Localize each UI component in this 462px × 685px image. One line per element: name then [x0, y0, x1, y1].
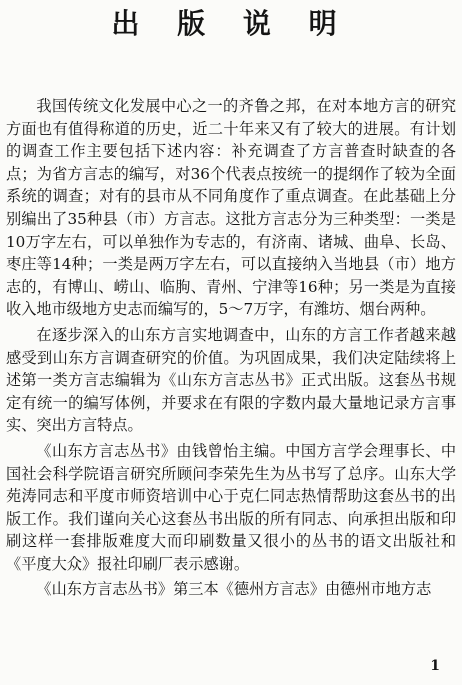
paragraph-intro: 我国传统文化发展中心之一的齐鲁之邦，在对本地方言的研究方面也有值得称道的历史，近二十年来又有了较大的进展。有计划的调查工作主要包括下述内容：补充调查了方言普查时缺查的各点；为省方言志的编写，对36个代表点按统一的提纲作了较为全面系统的调查；对有的县市从不同角度作了重点调查。在此基础上分别编出了35种县（市）方言志。这批方言志分为三种类型：一类是10万字左右，可以单独作为专志的，有济南、诸城、曲阜、长岛、枣庄等14种；一类是两万字左右，可以直接纳入当地县（市）地方志的，有博山、崂山、临朐、青州、宁津等16种；另一类是为直接收入地市级地方史志而编写的，5～7万字，有潍坊、烟台两种。 — [6, 97, 456, 319]
paragraph-acknowledgements: 《山东方言志丛书》由钱曾怡主编。中国方言学会理事长、中国社会科学院语言研究所顾问李荣先生为丛书写了总序。山东大学苑涛同志和平度市师资培训中心于克仁同志热情帮助这套丛书的出版工作。我们谨向关心这套丛书出版的所有同志、向承担出版和印刷这样一套排版难度大而印刷数量又很小的丛书的语文出版社和《平度大众》报社印刷厂表示感谢。 — [6, 441, 456, 573]
paragraph-series-decision: 在逐步深入的山东方言实地调查中，山东的方言工作者越来越感受到山东方言调查研究的价值。为巩固成果，我们决定陆续将上述第一类方言志编辑为《山东方言志丛书》正式出版。这套丛书规定有统一的编写体例，并要求在有限的字数内最大量地记录方言事实、突出方言特点。 — [6, 325, 456, 435]
page-number: 1 — [430, 658, 440, 674]
body-text — [6, 95, 456, 601]
paragraph-third-volume: 《山东方言志丛书》第三本《德州方言志》由德州市地方志 — [36, 580, 432, 599]
page-title: 出 版 说 明 — [111, 7, 351, 40]
